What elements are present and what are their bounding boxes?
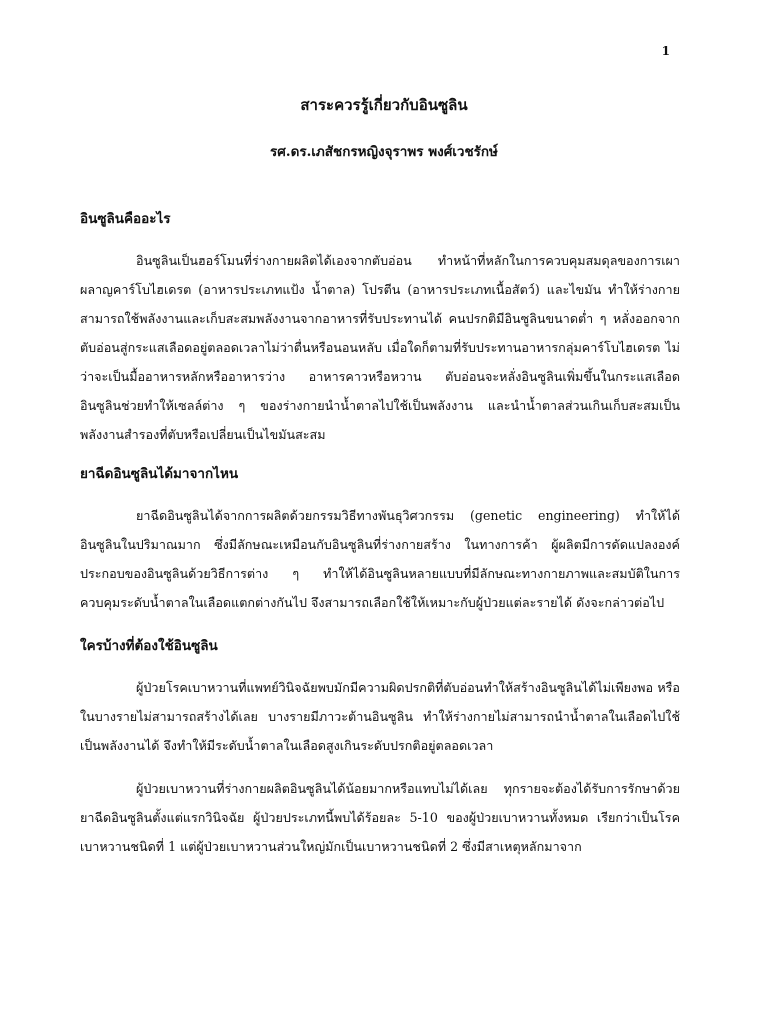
section-heading: อินซูลินคืออะไร	[80, 211, 171, 227]
section-who-needs-insulin	[80, 635, 680, 861]
document-title: สาระควรรู้เกี่ยวกับอินซูลิน	[300, 96, 468, 114]
paragraph: ยาฉีดอินซูลินได้จากการผลิตด้วยกรรมวิธีทางพันธุวิศวกรรม (genetic engineering) ทำให้ได้อินซูลินในปริมาณมาก ซึ่งมีลักษณะเหมือนกับอินซูลินที่ร่างกายสร้าง ในทางการค้า ผู้ผลิตมีการดัดแปลงองค์ประกอบของอินซูลินด้วยวิธีการต่าง ๆ ทำให้ได้อินซูลินหลายแบบที่มีลักษณะทางกายภาพและสมบัติในการควบคุมระดับน้ำตาลในเลือดแตกต่างกันไป จึงสามารถเลือกใช้ให้เหมาะกับผู้ป่วยแต่ละรายได้ ดังจะกล่าวต่อไป	[80, 508, 680, 610]
document-body	[80, 208, 680, 875]
section-what-is-insulin	[80, 208, 680, 449]
section-heading: ยาฉีดอินซูลินได้มาจากไหน	[80, 466, 239, 482]
section-heading: ใครบ้างที่ต้องใช้อินซูลิน	[80, 638, 218, 654]
page-number: 1	[661, 44, 670, 58]
document-author: รศ.ดร.เภสัชกรหญิงจุราพร พงศ์เวชรักษ์	[270, 144, 498, 160]
paragraph: อินซูลินเป็นฮอร์โมนที่ร่างกายผลิตได้เองจากตับอ่อน ทำหน้าที่หลักในการควบคุมสมดุลของการเผาผลาญคาร์โบไฮเดรต (อาหารประเภทแป้ง น้ำตาล) โปรตีน (อาหารประเภทเนื้อสัตว์) และไขมัน ทำให้ร่างกายสามารถใช้พลังงานและเก็บสะสมพลังงานจากอาหารที่รับประทานได้ คนปรกติมีอินซูลินขนาดต่ำ ๆ หลั่งออกจากตับอ่อนสู่กระแสเลือดอยู่ตลอดเวลาไม่ว่าตื่นหรือนอนหลับ เมื่อใดก็ตามที่รับประทานอาหารกลุ่มคาร์โบไฮเดรต ไม่ว่าจะเป็นมื้ออาหารหลักหรืออาหารว่าง อาหารคาวหรือหวาน ตับอ่อนจะหลั่งอินซูลินเพิ่มขึ้นในกระแสเลือด อินซูลินช่วยทำให้เซลล์ต่าง ๆ ของร่างกายนำน้ำตาลไปใช้เป็นพลังงาน และนำน้ำตาลส่วนเกินเก็บสะสมเป็นพลังงานสำรองที่ตับหรือเปลี่ยนเป็นไขมันสะสม	[80, 253, 680, 442]
section-insulin-source	[80, 463, 680, 617]
paragraph: ผู้ป่วยโรคเบาหวานที่แพทย์วินิจฉัยพบมักมีความผิดปรกติที่ตับอ่อนทำให้สร้างอินซูลินได้ไม่เพียงพอ หรือในบางรายไม่สามารถสร้างได้เลย บางรายมีภาวะต้านอินซูลิน ทำให้ร่างกายไม่สามารถนำน้ำตาลในเลือดไปใช้เป็นพลังงานได้ จึงทำให้มีระดับน้ำตาลในเลือดสูงเกินระดับปรกติอยู่ตลอดเวลา	[80, 680, 680, 753]
paragraph: ผู้ป่วยเบาหวานที่ร่างกายผลิตอินซูลินได้น้อยมากหรือแทบไม่ได้เลย ทุกรายจะต้องได้รับการรักษาด้วยยาฉีดอินซูลินตั้งแต่แรกวินิจฉัย ผู้ป่วยประเภทนี้พบได้ร้อยละ 5-10 ของผู้ป่วยเบาหวานทั้งหมด เรียกว่าเป็นโรคเบาหวานชนิดที่ 1 แต่ผู้ป่วยเบาหวานส่วนใหญ่มักเป็นเบาหวานชนิดที่ 2 ซึ่งมีสาเหตุหลักมาจาก	[80, 781, 680, 854]
